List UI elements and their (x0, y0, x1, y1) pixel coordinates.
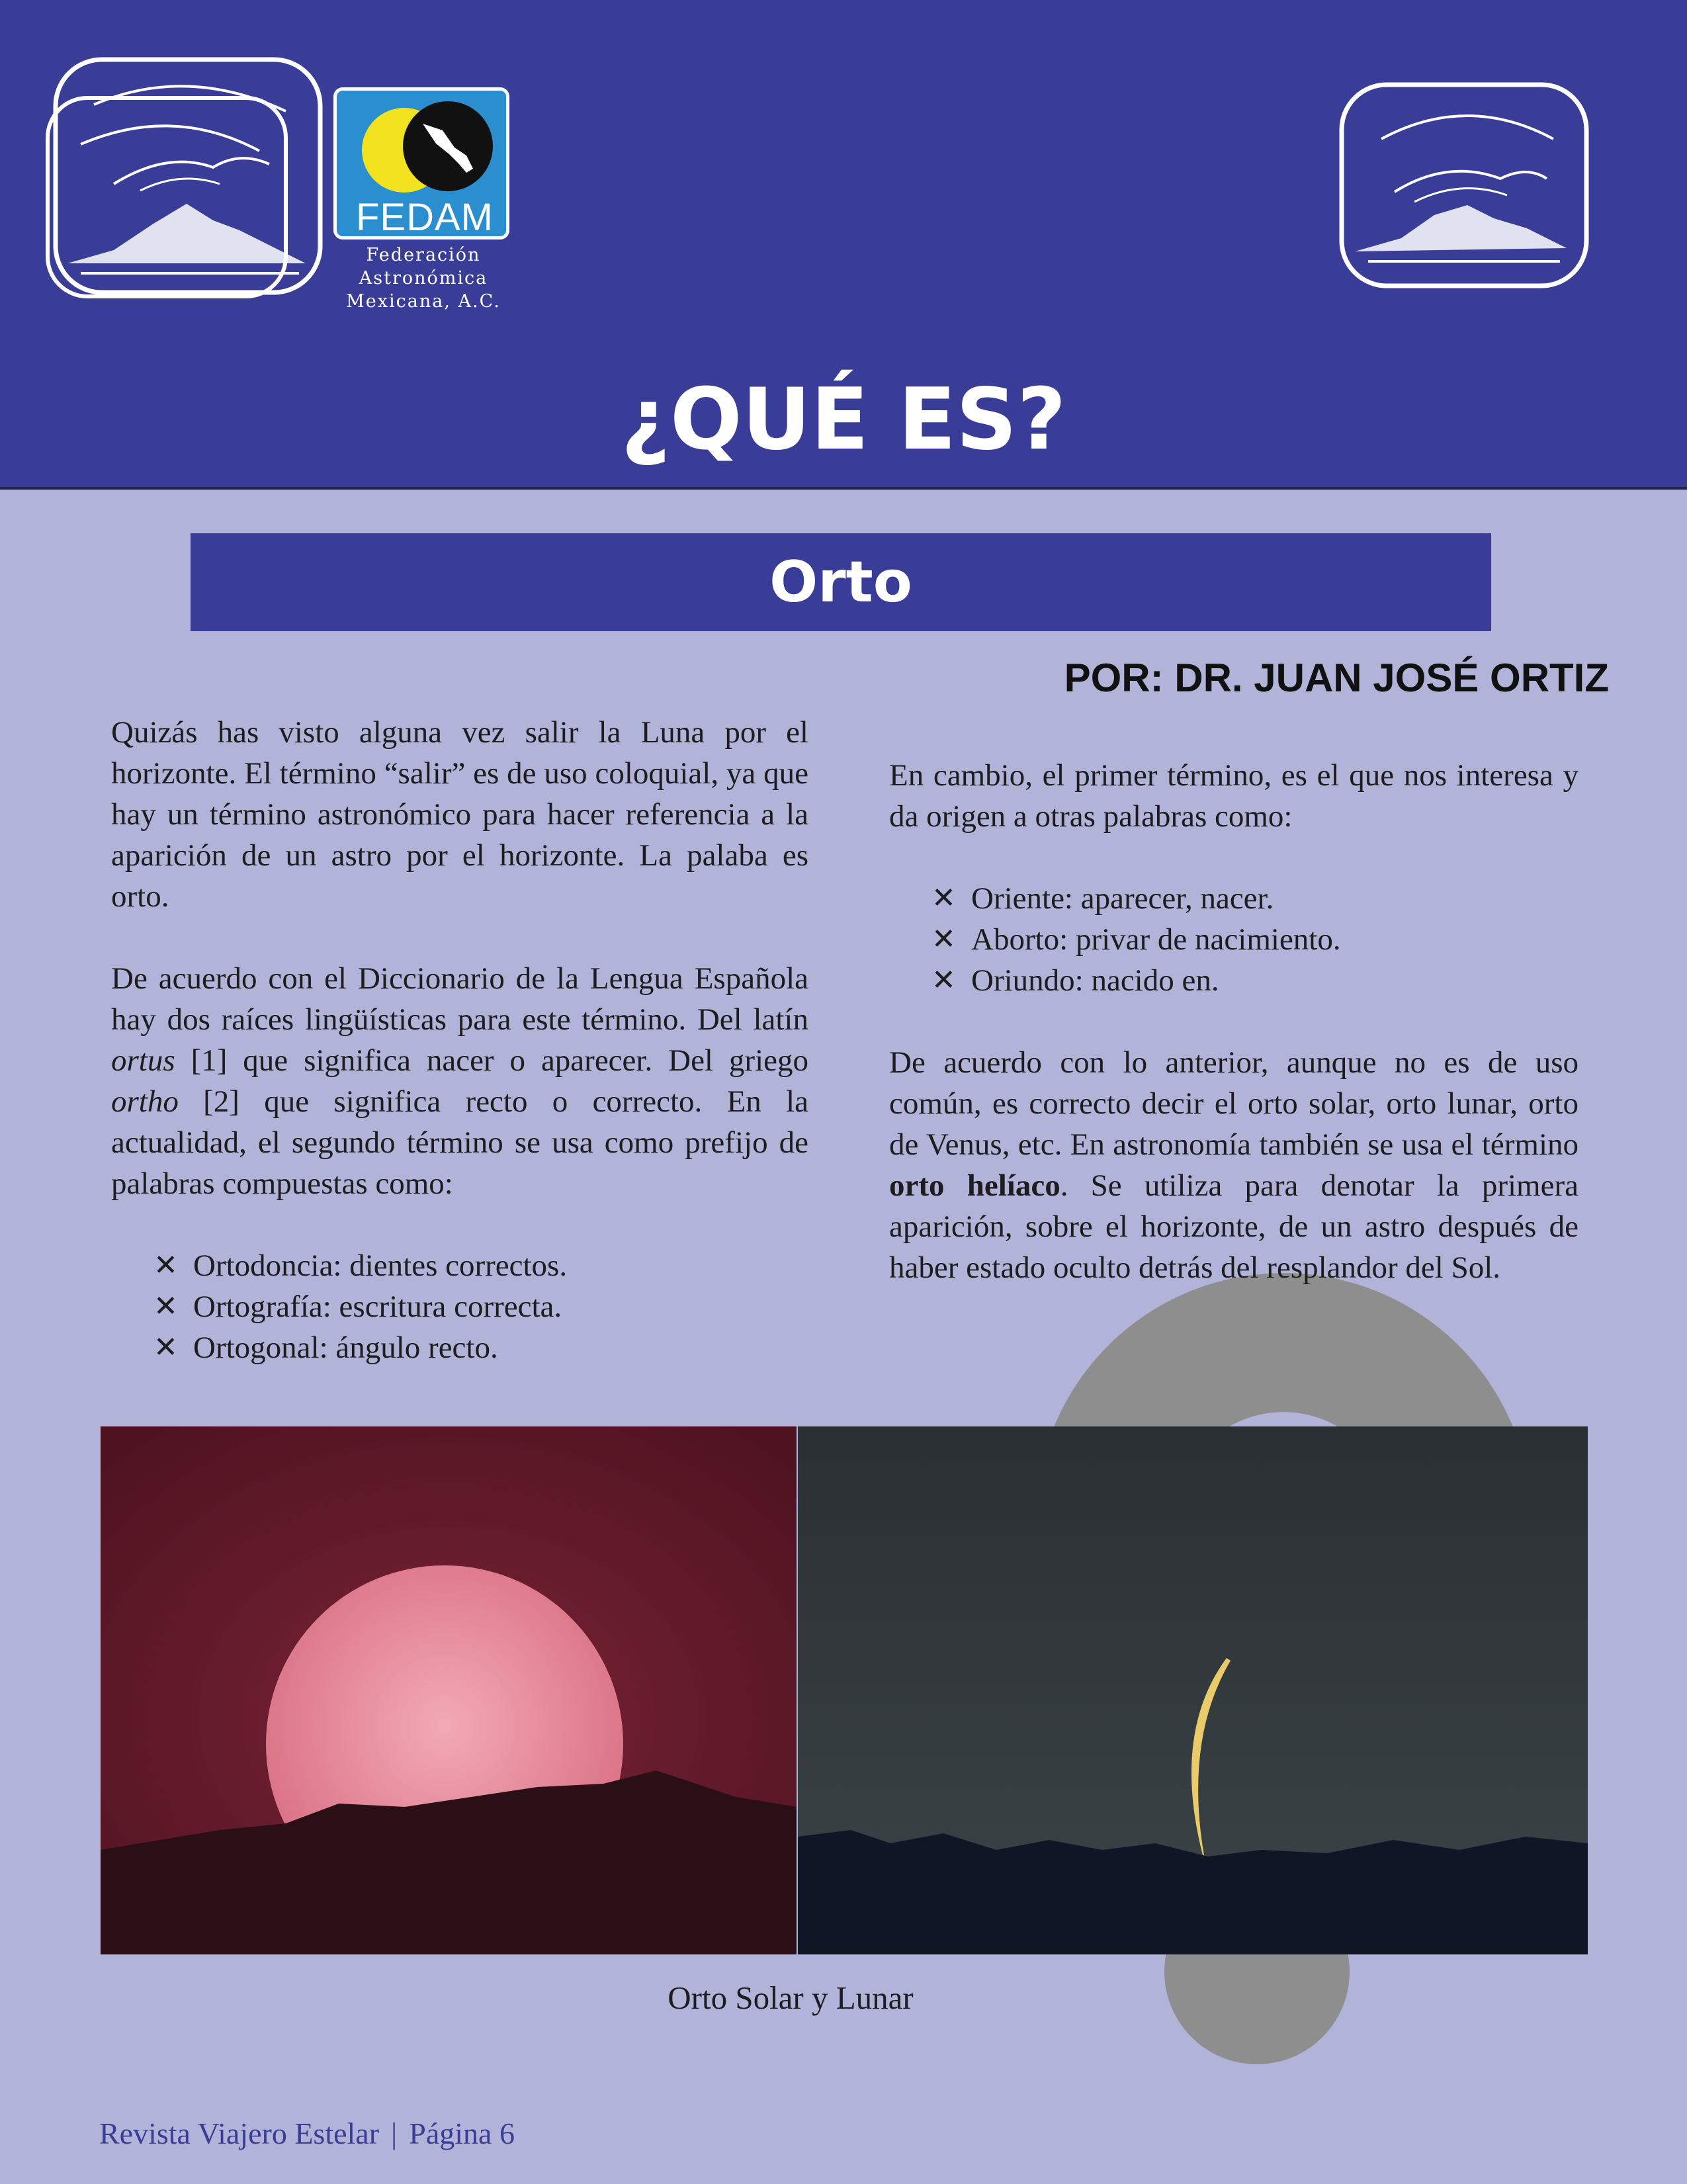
article-author: POR: DR. JUAN JOSÉ ORTIZ (1064, 656, 1609, 700)
cross-mark-icon: ✕ (153, 1331, 178, 1364)
right-column (889, 755, 1579, 1288)
lunar-rise-photo (798, 1426, 1588, 1954)
magazine-name: Revista Viajero Estelar (99, 2117, 380, 2150)
paragraph (111, 958, 808, 1204)
cross-mark-icon: ✕ (931, 922, 956, 956)
fedam-wordmark: FEDAM (356, 196, 494, 239)
paragraph (889, 1042, 1579, 1288)
fedam-logo (331, 86, 516, 311)
fedam-caption-line: Mexicana, A.C. (346, 291, 501, 312)
paragraph: Quizás has visto alguna vez salir la Luna por el horizonte. El término “salir” es de uso coloquial, ya que hay un término astronómico para hacer referencia a la aparición de un astro por el horizonte. La palaba es orto. (111, 715, 808, 914)
latin-term: ortus (111, 1043, 175, 1078)
list-item-text: Aborto: privar de nacimiento. (971, 922, 1341, 957)
fedam-caption-line: Federación (366, 245, 481, 265)
highlighted-term: orto helíaco (889, 1168, 1060, 1203)
cross-mark-icon: ✕ (153, 1248, 178, 1282)
paragraph: En cambio, el primer término, es el que nos interesa y da origen a otras palabras como: (889, 758, 1579, 834)
prefix-examples-list (111, 1245, 808, 1368)
page-number: Página 6 (409, 2117, 515, 2150)
paragraph-text: De acuerdo con el Diccionario de la Lengua Española hay dos raíces lingüísticas para este término. Del latín (111, 961, 808, 1037)
origin-examples-list (889, 878, 1579, 1001)
header-band (0, 0, 1687, 490)
fedam-caption (311, 243, 536, 313)
association-seal-logo-right (1335, 79, 1593, 291)
paragraph-text: . Se utiliza para denotar la primera aparición, sobre el horizonte, de un astro después de haber estado oculto detrás del resplandor del Sol. (889, 1168, 1579, 1285)
page-footer (99, 2116, 515, 2151)
article-title: Orto (769, 549, 912, 615)
list-item-text: Oriente: aparecer, nacer. (971, 881, 1274, 916)
fedam-emblem (333, 87, 509, 240)
list-item-text: Oriundo: nacido en. (971, 963, 1219, 998)
list-item (153, 1327, 808, 1368)
paragraph-text: [2] que significa recto o correcto. En la actualidad, el segundo término se usa como prefijo de palabras compuestas como: (111, 1084, 808, 1201)
list-item-text: Ortodoncia: dientes correctos. (193, 1248, 568, 1283)
list-item (153, 1286, 808, 1327)
association-seal-logo (41, 52, 332, 303)
cross-mark-icon: ✕ (931, 963, 956, 997)
greek-term: ortho (111, 1084, 179, 1119)
solar-rise-photo (101, 1426, 797, 1954)
fedam-caption-line: Astronómica (359, 268, 488, 288)
figure-photos (101, 1426, 1588, 1954)
left-column (111, 712, 808, 1409)
paragraph-text: De acuerdo con lo anterior, aunque no es de uso común, es correcto decir el orto solar, orto lunar, orto de Venus, etc. En astronomía también se usa el término (889, 1045, 1579, 1162)
list-item-text: Ortografía: escritura correcta. (193, 1289, 562, 1324)
list-item-text: Ortogonal: ángulo recto. (193, 1331, 498, 1365)
figure-caption: Orto Solar y Lunar (668, 1980, 914, 2016)
list-item (931, 960, 1579, 1001)
footer-separator: | (391, 2117, 398, 2150)
paragraph-text: [1] que significa nacer o aparecer. Del griego (175, 1043, 808, 1078)
page-title: ¿QUÉ ES? (621, 371, 1066, 469)
cross-mark-icon: ✕ (153, 1289, 178, 1323)
article-title-banner (191, 533, 1491, 631)
list-item (931, 878, 1579, 919)
list-item (931, 919, 1579, 960)
cross-mark-icon: ✕ (931, 881, 956, 915)
sun-moon-emblem-icon (337, 91, 506, 197)
list-item (153, 1245, 808, 1286)
